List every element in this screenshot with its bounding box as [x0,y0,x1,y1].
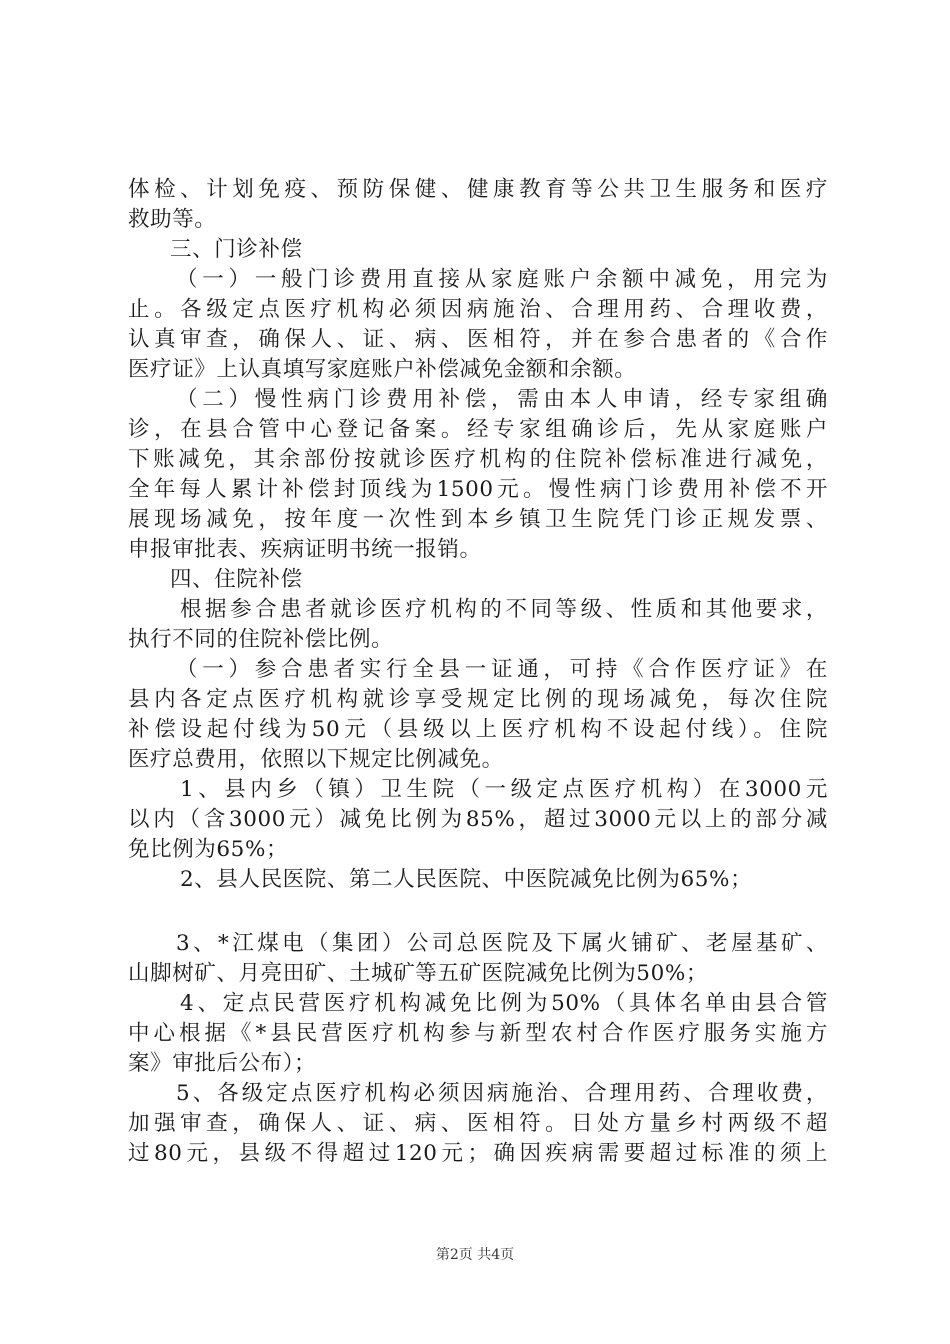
text-line: 山脚树矿、月亮田矿、土城矿等五矿医院减免比例为50%； [128,961,708,986]
section-heading: 三、门诊补偿 [170,237,303,262]
blank-space [128,895,828,929]
text-line: （一）参合患者实行全县一证通，可持《合作医疗证》在 [176,657,828,682]
text-line: 下账减免，其余部份按就诊医疗机构的住院补偿标准进行减免， [128,447,828,472]
text-line: 医疗总费用，依照以下规定比例减免。 [128,747,504,772]
text-line: 补偿设起付线为50元（县级以上医疗机构不设起付线）。住院 [128,717,828,742]
text-line: 县内各定点医疗机构就诊享受规定比例的现场减免，每次住院 [128,687,828,712]
text-line: 止。各级定点医疗机构必须因病施治、合理用药、合理收费， [128,297,828,322]
document-body [128,175,828,1169]
text-line: 免比例为65%； [128,837,289,862]
section-heading: 四、住院补偿 [170,567,303,592]
page-number-footer: 第2页 共4页 [435,1247,515,1263]
text-line: 认真审查，确保人、证、病、医相符，并在参合患者的《合作 [128,327,828,352]
text-line: 1、县内乡（镇）卫生院（一级定点医疗机构）在3000元 [180,777,828,802]
text-line: 医疗证》上认真填写家庭账户补偿减免金额和余额。 [128,357,637,382]
text-line: （二）慢性病门诊费用补偿，需由本人申请，经专家组确 [176,387,828,412]
text-line: 2、县人民医院、第二人民医院、中医院减免比例为65%； [180,867,753,892]
text-line: 5、各级定点医疗机构必须因病施治、合理用药、合理收费， [176,1081,828,1106]
text-line: 中心根据《*县民营医疗机构参与新型农村合作医疗服务实施方 [128,1021,828,1046]
text-line: 加强审查，确保人、证、病、医相符。日处方量乡村两级不超 [128,1111,828,1136]
text-line: 全年每人累计补偿封顶线为1500元。慢性病门诊费用补偿不开 [128,477,828,502]
text-line: 以内（含3000元）减免比例为85%，超过3000元以上的部分减 [128,807,828,832]
text-line: 救助等。 [128,207,217,232]
text-line: 执行不同的住院补偿比例。 [128,627,394,652]
text-line: 3、*江煤电（集团）公司总医院及下属火铺矿、老屋基矿、 [176,931,828,956]
text-line: 4、定点民营医疗机构减免比例为50%（具体名单由县合管 [180,991,828,1016]
text-line: （一）一般门诊费用直接从家庭账户余额中减免，用完为 [176,267,828,292]
text-line: 诊，在县合管中心登记备案。经专家组确诊后，先从家庭账户 [128,417,828,442]
text-line: 案》审批后公布）； [128,1051,317,1076]
text-line: 过80元，县级不得超过120元；确因疾病需要超过标准的须上 [128,1141,828,1166]
text-line: 申报审批表、疾病证明书统一报销。 [128,537,482,562]
text-line: 体检、计划免疫、预防保健、健康教育等公共卫生服务和医疗 [128,177,828,202]
text-line: 展现场减免，按年度一次性到本乡镇卫生院凭门诊正规发票、 [128,507,828,532]
text-line: 根据参合患者就诊医疗机构的不同等级、性质和其他要求， [180,597,828,622]
